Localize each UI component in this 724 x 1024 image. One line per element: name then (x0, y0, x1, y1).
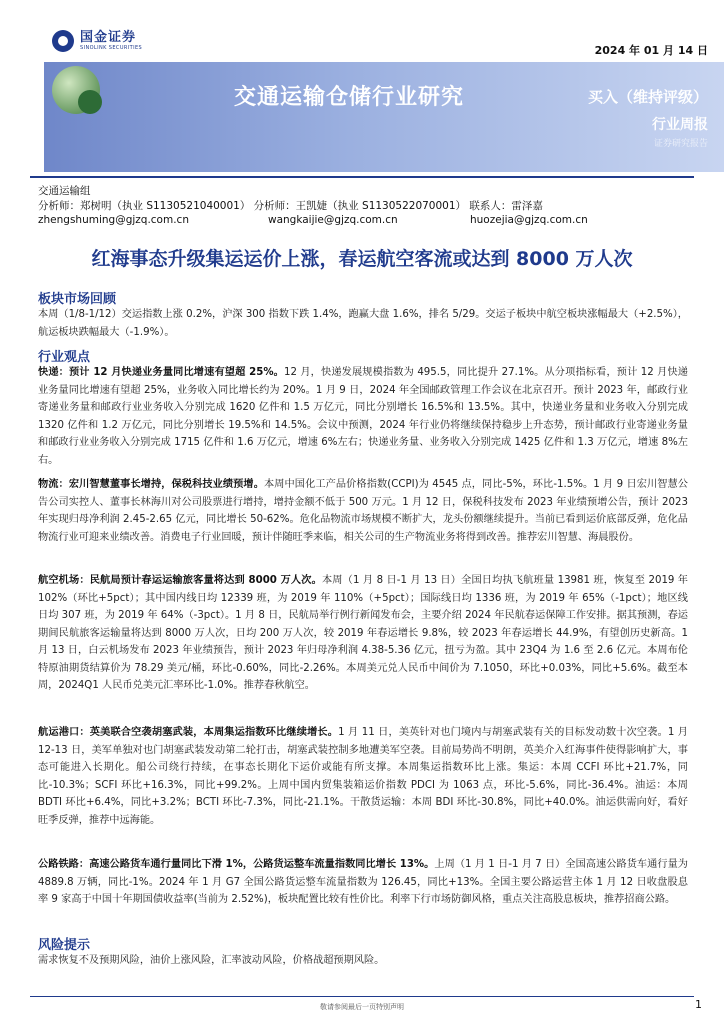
logo-name-en: SINOLINK SECURITIES (80, 45, 143, 51)
rating: 买入（维持评级） (587, 88, 708, 106)
report-header (0, 0, 724, 178)
report-date: 2024 年 01 月 14 日 (594, 44, 708, 57)
email-1[interactable]: zhengshuming@gjzq.com.cn (38, 214, 189, 226)
logistics-lead: 物流：宏川智慧董事长增持，保税科技业绩预增。 (38, 479, 264, 490)
seal-icon (78, 90, 102, 114)
title-banner (44, 62, 724, 172)
road-lead: 公路铁路：高速公路货车通行量同比下滑 1%，公路货运整车流量指数同比增长 13%。 (38, 859, 435, 870)
aviation-lead: 航空机场：民航局预计春运运输旅客量将达到 8000 万人次。 (38, 575, 322, 586)
paragraph-market: 本周（1/8-1/12）交运指数上涨 0.2%，沪深 300 指数下跌 1.4%，跑赢大盘 1.6%，排名 5/29。交运子板块中航空板块涨幅最大（+2.5%），航运板块跌幅最大（-1.9%）。 (38, 309, 688, 338)
shipping-text: 1 月 11 日，美英针对也门境内与胡塞武装有关的目标发动数十次空袭。1 月 12-13 日，美军单独对也门胡塞武装发动第二轮打击，胡塞武装控制多地遭美军空袭。目前局势尚不明朗，英美介入红海事件使得影响扩大，事态可能进入长期化。船公司绕行持续，在事态长期化下运价或能有所支撑。本周集运指数环比上涨。集运：本周 CCFI 环比+21.7%，同比-10.3%；SCFI 环比+16.3%，同比+99.2%。上周中国内贸集装箱运价指数 PDCI 为 1063 点，环比-5.6%，同比-36.4%。油运：本周 BDTI 环比+6.4%，同比+3.2%；BCTI 环比-7.3%，同比-21.1%。干散货运输：本周 BDI 环比-30.8%，同比+40.0%。油运供需向好，看好旺季反弹，推荐中远海能。 (38, 727, 688, 826)
aviation-text: 本周（1 月 8 日-1 月 13 日）全国日均执飞航班量 13981 班，恢复至 2019 年 102%（环比+5pct）；其中国内线日均 12339 班，为 2019 年 110%（+5pct）；国际线日均 1336 班，为 2019 年 65%（-1pct）；地区线日均 307 班，为 2019 年 64%（-3pct）。1 月 8 日，民航局举行例行新闻发布会，主要介绍 2024 年民航春运保障工作安排。据其预测，春运期间民航旅客运输量将达到 8000 万人次，日均 200 万人次，较 2019 年春运增长 9.8%，较 2023 年春运增长 44.9%，有望创历史新高。1 月 13 日，白云机场发布 2023 年业绩预告，预计 2023 年归母净利润 4.38-5.36 亿元，扭亏为盈。其中 23Q4 为 1.6 至 2.6 亿元。本周布伦特原油期货结算价为 78.29 美元/桶，环比-0.60%，同比-2.26%。本周美元兑人民币中间价为 7.1050，环比+0.03%，同比+5.6%。截至本周，2024Q1 人民币兑美元汇率环比-1.0%。推荐春秋航空。 (38, 575, 688, 691)
team-name: 交通运输组 (38, 185, 91, 197)
express-text: 12 月，快递发展规模指数为 495.5，同比提升 27.1%。从分项指标看，预计 12 月快递业务量同比增速有望超 25%，业务收入同比增长约为 20%。1 月 9 日，2024 年全国邮政管理工作会议在北京召开。预计 2023 年，邮政行业寄递业务量和邮政行业业务收入分别完成 1620 亿件和 1.5 万亿元，同比分别增长 16.5%和 13.5%。其中，快递业务量和业务收入分别完成 1320 亿件和 1.2 万亿元，同比分别增长 19.5%和 14.5%。会议中预测，2024 年行业仍将继续保持稳步上升态势，预计邮政行业寄递业务量和邮政行业业务收入分别完成 1715 亿件和 1.6 万亿元，增速 6%左右；快递业务量、业务收入分别完成 1425 亿件和 1.3 万亿元，增速 8%左右。 (38, 367, 688, 466)
analyst-line: 分析师：郑树明（执业 S1130521040001） 分析师：王凯婕（执业 S1130522070001） 联系人：雷泽嘉 (38, 200, 543, 212)
footer-divider (30, 996, 694, 997)
footer-disclaimer: 敬请参阅最后一页特别声明 (320, 1003, 404, 1011)
author-block (38, 184, 543, 214)
logo-icon (52, 30, 74, 52)
paragraph-road (38, 856, 688, 909)
report-type: 行业周报 (652, 117, 708, 133)
report-headline: 红海事态升级集运运价上涨，春运航空客流或达到 8000 万人次 (91, 248, 633, 270)
paragraph-risk: 需求恢复不及预期风险，油价上涨风险，汇率波动风险，价格战超预期风险。 (38, 955, 385, 966)
header-divider (30, 176, 694, 178)
logistics-text: 本周中国化工产品价格指数(CCPI)为 4545 点，同比-5%，环比-1.5%。1 月 9 日宏川智慧公告公司实控人、董事长林海川对公司股票进行增持，增持金额不低于 500 万元。1 月 12 日，保税科技发布 2023 年业绩预增公告，预计 2023 年实现归母净利润 2.45-2.65 亿元，同比增长 50-62%。危化品物流市场规模不断扩大，龙头份额继续提升。当前已看到运价底部反弹，危化品物流行业可迎来业绩改善。消费电子行业回暖，预计伴随旺季来临，相关公司的生产物流业务将得到改善。推荐宏川智慧、海晨股份。 (38, 479, 688, 543)
company-logo (52, 30, 142, 52)
section-industry-view: 行业观点 (38, 350, 91, 365)
logo-name-cn: 国金证券 (80, 30, 137, 45)
report-org: 证券研究报告 (653, 139, 708, 149)
paragraph-shipping (38, 724, 688, 829)
road-text: 上周（1 月 1 日-1 月 7 日）全国高速公路货车通行量为 4889.8 万辆，同比-1%。2024 年 1 月 G7 全国公路货运整车流量指数为 126.45，同比+13%。全国主要公路运营主体 1 月 12 日收盘股息率 9 家高于中国十年期国债收益率(当前为 2.52%)，板块配置比较有性价比。利率下行市场防御风格，重点关注高股息板块，推荐招商公路。 (38, 859, 688, 905)
paragraph-logistics (38, 476, 688, 546)
paragraph-aviation (38, 572, 688, 695)
page-number: 1 (695, 998, 702, 1011)
express-lead: 快递：预计 12 月快递业务量同比增速有望超 25%。 (38, 367, 284, 378)
email-3[interactable]: huozejia@gjzq.com.cn (470, 214, 588, 226)
section-risk: 风险提示 (38, 938, 91, 953)
shipping-lead: 航运港口：英美联合空袭胡塞武装，本周集运指数环比继续增长。 (38, 727, 339, 738)
email-2[interactable]: wangkaijie@gjzq.com.cn (268, 214, 398, 226)
section-market-review: 板块市场回顾 (38, 292, 117, 307)
report-title: 交通运输仓储行业研究 (234, 85, 465, 110)
paragraph-express (38, 364, 688, 469)
